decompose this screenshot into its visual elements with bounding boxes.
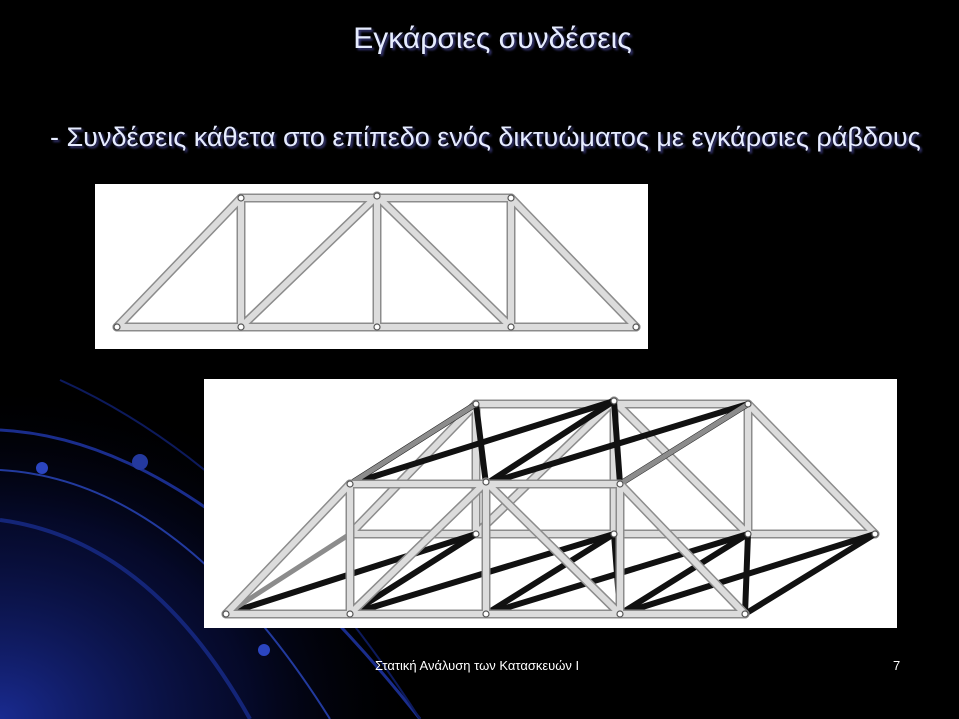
planar-truss-figure <box>95 184 648 349</box>
spatial-truss-drawing <box>204 379 897 628</box>
page-number: 7 <box>893 658 901 673</box>
spatial-truss-figure <box>204 379 897 628</box>
slide-bullet-text: - Συνδέσεις κάθετα στο επίπεδο ενός δικτυώματος με εγκάρσιες ράβδους <box>50 122 921 152</box>
planar-truss-drawing <box>95 184 648 349</box>
slide-footer: Στατική Ανάλυση των Κατασκευών Ι <box>375 658 580 673</box>
slide-title: Εγκάρσιες συνδέσεις <box>353 22 632 55</box>
decor-dot-icon <box>132 454 148 470</box>
decor-dot-icon <box>36 462 48 474</box>
decor-dot-icon <box>258 644 270 656</box>
